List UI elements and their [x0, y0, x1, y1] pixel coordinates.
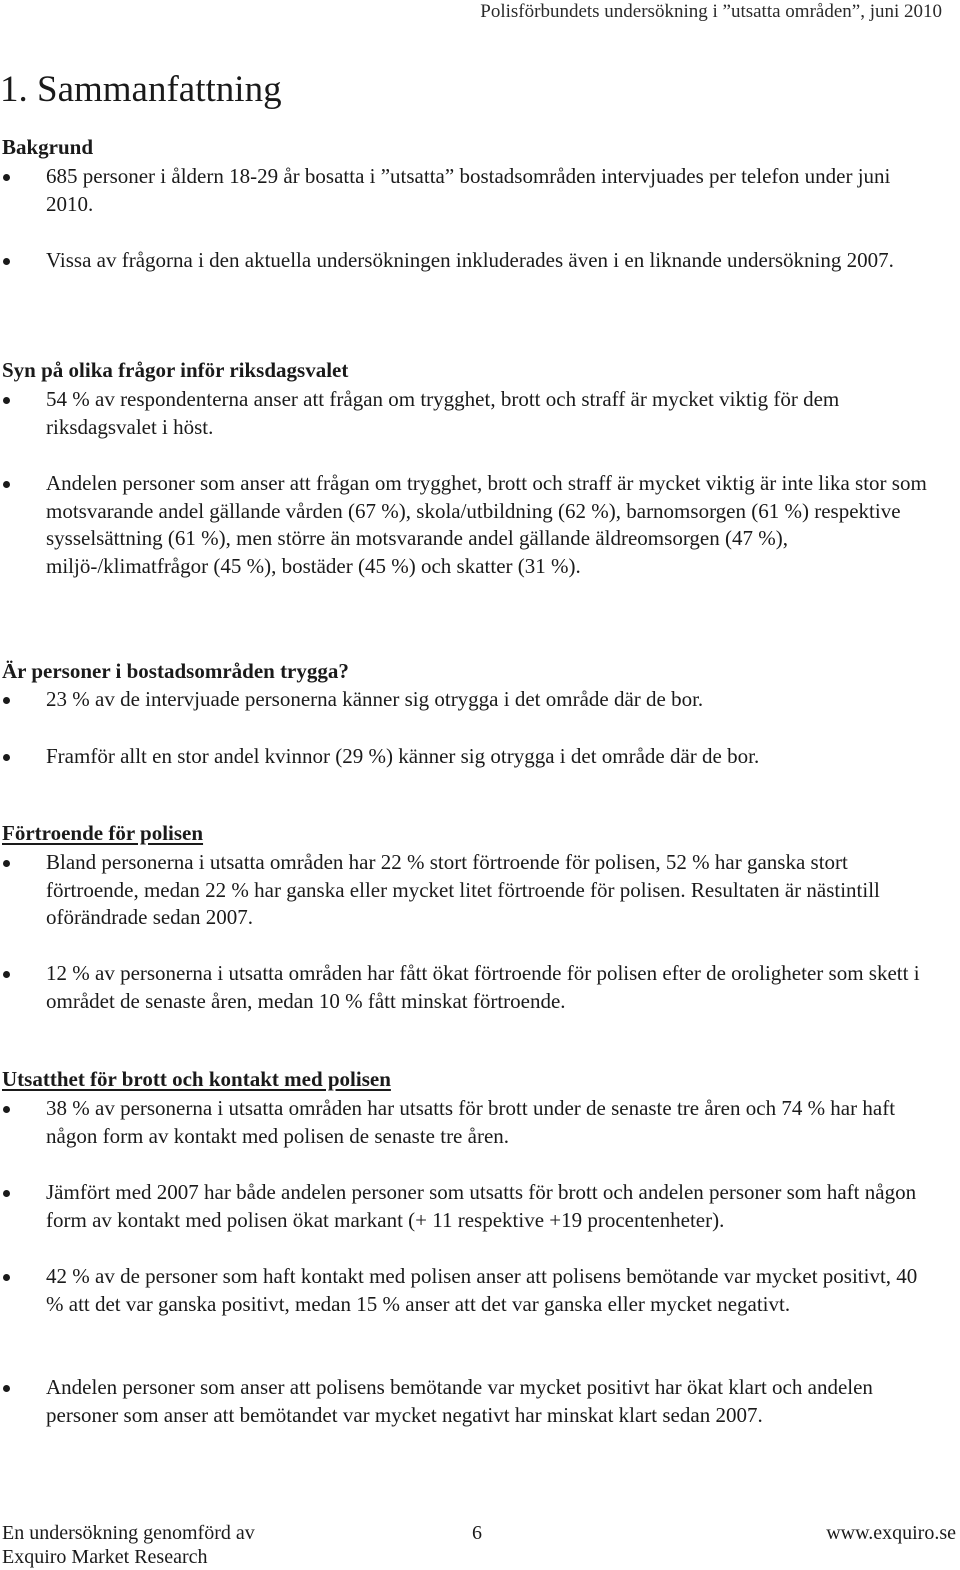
bullet-icon [0, 743, 46, 771]
bullet-text: Vissa av frågorna i den aktuella undersökningen inkluderades även i en liknande undersökning 2007. [46, 248, 894, 272]
bullet-icon [0, 1374, 46, 1429]
bullet-text: Framför allt en stor andel kvinnor (29 %) känner sig otrygga i det område där de bor. [46, 744, 760, 768]
list-item [0, 1263, 940, 1318]
bullet-text: Bland personerna i utsatta områden har 22 % stort förtroende för polisen, 52 % har ganska stort förtroende, medan 22 % har ganska eller mycket litet förtroende för polisen. Resultaten är nästintill oförändrade sedan 2007. [46, 850, 880, 929]
list-item [0, 470, 940, 580]
list-item [0, 163, 940, 218]
bullet-icon [0, 163, 46, 218]
list-item [0, 386, 940, 441]
footer-website-link[interactable]: www.exquiro.se [826, 1522, 956, 1544]
page-title: 1. Sammanfattning [0, 69, 282, 110]
section-heading-fortroende: Förtroende för polisen [2, 821, 204, 845]
section-heading-utsatthet: Utsatthet för brott och kontakt med polisen [2, 1067, 391, 1091]
bullet-icon [0, 247, 46, 275]
bullet-icon [0, 686, 46, 714]
bullet-text: Jämfört med 2007 har både andelen personer som utsatts för brott och andelen personer som haft någon form av kontakt med polisen ökat markant (+ 11 respektive +19 procentenheter). [46, 1180, 917, 1232]
bullet-text: 42 % av de personer som haft kontakt med polisen anser att polisens bemötande var mycket positivt, 40 % att det var ganska positivt, medan 15 % anser att det var ganska eller mycket negativt. [46, 1264, 918, 1316]
bullet-icon [0, 1179, 46, 1234]
running-header: Polisförbundets undersökning i ”utsatta områden”, juni 2010 [480, 1, 942, 22]
bullet-text: 38 % av personerna i utsatta områden har utsatts för brott under de senaste tre åren och 74 % har haft någon form av kontakt med polisen de senaste tre åren. [46, 1096, 896, 1148]
section-heading-bakgrund: Bakgrund [2, 135, 94, 159]
bullet-icon [0, 1263, 46, 1318]
list-item [0, 1179, 940, 1234]
list-item [0, 849, 940, 932]
list-item [0, 960, 940, 1015]
bullet-icon [0, 386, 46, 441]
bullet-icon [0, 470, 46, 580]
bullet-text: 685 personer i åldern 18-29 år bosatta i ”utsatta” bostadsområden intervjuades per telefon under juni 2010. [46, 164, 891, 216]
bullet-icon [0, 1095, 46, 1150]
bullet-icon [0, 849, 46, 932]
bullet-icon [0, 960, 46, 1015]
bullet-text: 23 % av de intervjuade personerna känner sig otrygga i det område där de bor. [46, 687, 704, 711]
footer-credit-line1: En undersökning genomförd av [2, 1522, 255, 1544]
section-heading-riksdagsvalet: Syn på olika frågor inför riksdagsvalet [2, 358, 349, 382]
list-item [0, 686, 940, 714]
list-item [0, 1374, 940, 1429]
bullet-text: 54 % av respondenterna anser att frågan om trygghet, brott och straff är mycket viktig för dem riksdagsvalet i höst. [46, 387, 840, 439]
list-item [0, 743, 940, 771]
bullet-text: Andelen personer som anser att polisens bemötande var mycket positivt har ökat klart och andelen personer som anser att bemötandet var mycket negativt har minskat klart sedan 2007. [46, 1375, 873, 1427]
list-item [0, 247, 940, 275]
bullet-text: Andelen personer som anser att frågan om trygghet, brott och straff är mycket viktig är inte lika stor som motsvarande andel gällande vården (67 %), skola/utbildning (62 %), barnomsorgen (61 %) respektive sysselsättning (61 %), men större än motsvarande andel gällande äldreomsorgen (47 %), miljö-/klimatfrågor (45 %), bostäder (45 %) och skatter (31 %). [46, 471, 927, 578]
list-item [0, 1095, 940, 1150]
section-heading-trygga: Är personer i bostadsområden trygga? [2, 659, 349, 683]
footer-credit-line2: Exquiro Market Research [2, 1546, 208, 1568]
page-number: 6 [472, 1522, 482, 1544]
bullet-text: 12 % av personerna i utsatta områden har fått ökat förtroende för polisen efter de oroligheter som skett i området de senaste åren, medan 10 % fått minskat förtroende. [46, 961, 920, 1013]
